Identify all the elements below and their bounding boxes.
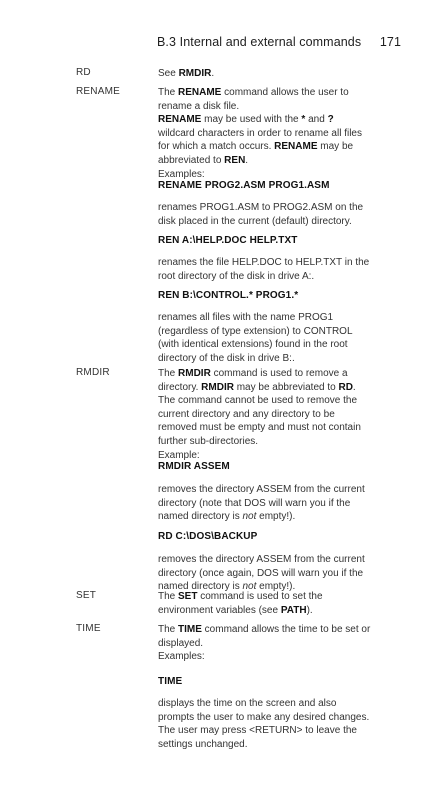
- time-text: The TIME command allows the time to be set or displayed.: [158, 624, 371, 649]
- rmdir-description: [158, 367, 373, 462]
- rename-example-1-description: renames PROG1.ASM to PROG2.ASM on the disk placed in the current (default) directory.: [158, 202, 364, 227]
- set-description: [158, 590, 373, 617]
- running-header: [157, 35, 401, 49]
- term-rename: RENAME: [76, 86, 120, 97]
- term-rd: RD: [76, 67, 91, 78]
- rename-examples-label: Examples:: [158, 168, 205, 180]
- rename-example-2-description: renames the file HELP.DOC to HELP.TXT in the root directory of the disk in drive A:.: [158, 257, 370, 282]
- time-description: [158, 623, 373, 664]
- term-set: SET: [76, 590, 97, 601]
- rename-example-3-description: renames all files with the name PROG1 (regardless of type extension) to CONTROL (with identical extensions) found in the root directory of the disk in drive B:.: [158, 312, 353, 364]
- rmdir-example-label: Example:: [158, 449, 200, 461]
- page-number: 171: [379, 35, 401, 49]
- rename-example-3-command: REN B:\CONTROL.* PROG1.*: [158, 290, 299, 301]
- section-title: B.3 Internal and external commands: [157, 35, 362, 49]
- rename-wildcards: RENAME may be used with the * and ? wildcard characters in order to rename all files for which a match occurs. RENAME may be abbreviated to REN.: [158, 114, 362, 166]
- rename-intro: The RENAME command allows the user to rename a disk file.: [158, 87, 349, 112]
- rmdir-example-1-description: removes the directory ASSEM from the current directory (note that DOS will warn you if the named directory is not empty!).: [158, 484, 365, 523]
- time-example-1-command: TIME: [158, 676, 183, 687]
- rename-example-2-command: REN A:\HELP.DOC HELP.TXT: [158, 235, 298, 246]
- rmdir-example-2-description: removes the directory ASSEM from the current directory (once again, DOS will warn you if the named directory is not empty!).: [158, 554, 365, 593]
- term-rmdir: RMDIR: [76, 367, 110, 378]
- rd-text: See RMDIR.: [158, 68, 215, 79]
- rename-example-1-command: RENAME PROG2.ASM PROG1.ASM: [158, 180, 330, 191]
- rmdir-example-1-command: RMDIR ASSEM: [158, 461, 230, 472]
- rmdir-example-2-command: RD C:\DOS\BACKUP: [158, 531, 258, 542]
- rename-description: [158, 86, 373, 181]
- set-text: The SET command is used to set the environment variables (see PATH).: [158, 591, 323, 616]
- rmdir-text: The RMDIR command is used to remove a directory. RMDIR may be abbreviated to RD. The command cannot be used to remove the current directory and any directory to be removed must be empty and must not contain further sub-directories.: [158, 368, 361, 447]
- rd-description: [158, 67, 373, 81]
- time-examples-label: Examples:: [158, 651, 205, 663]
- time-example-1-description: displays the time on the screen and also prompts the user to make any desired changes. The user may press <RETURN> to leave the settings unchanged.: [158, 698, 370, 750]
- term-time: TIME: [76, 623, 101, 634]
